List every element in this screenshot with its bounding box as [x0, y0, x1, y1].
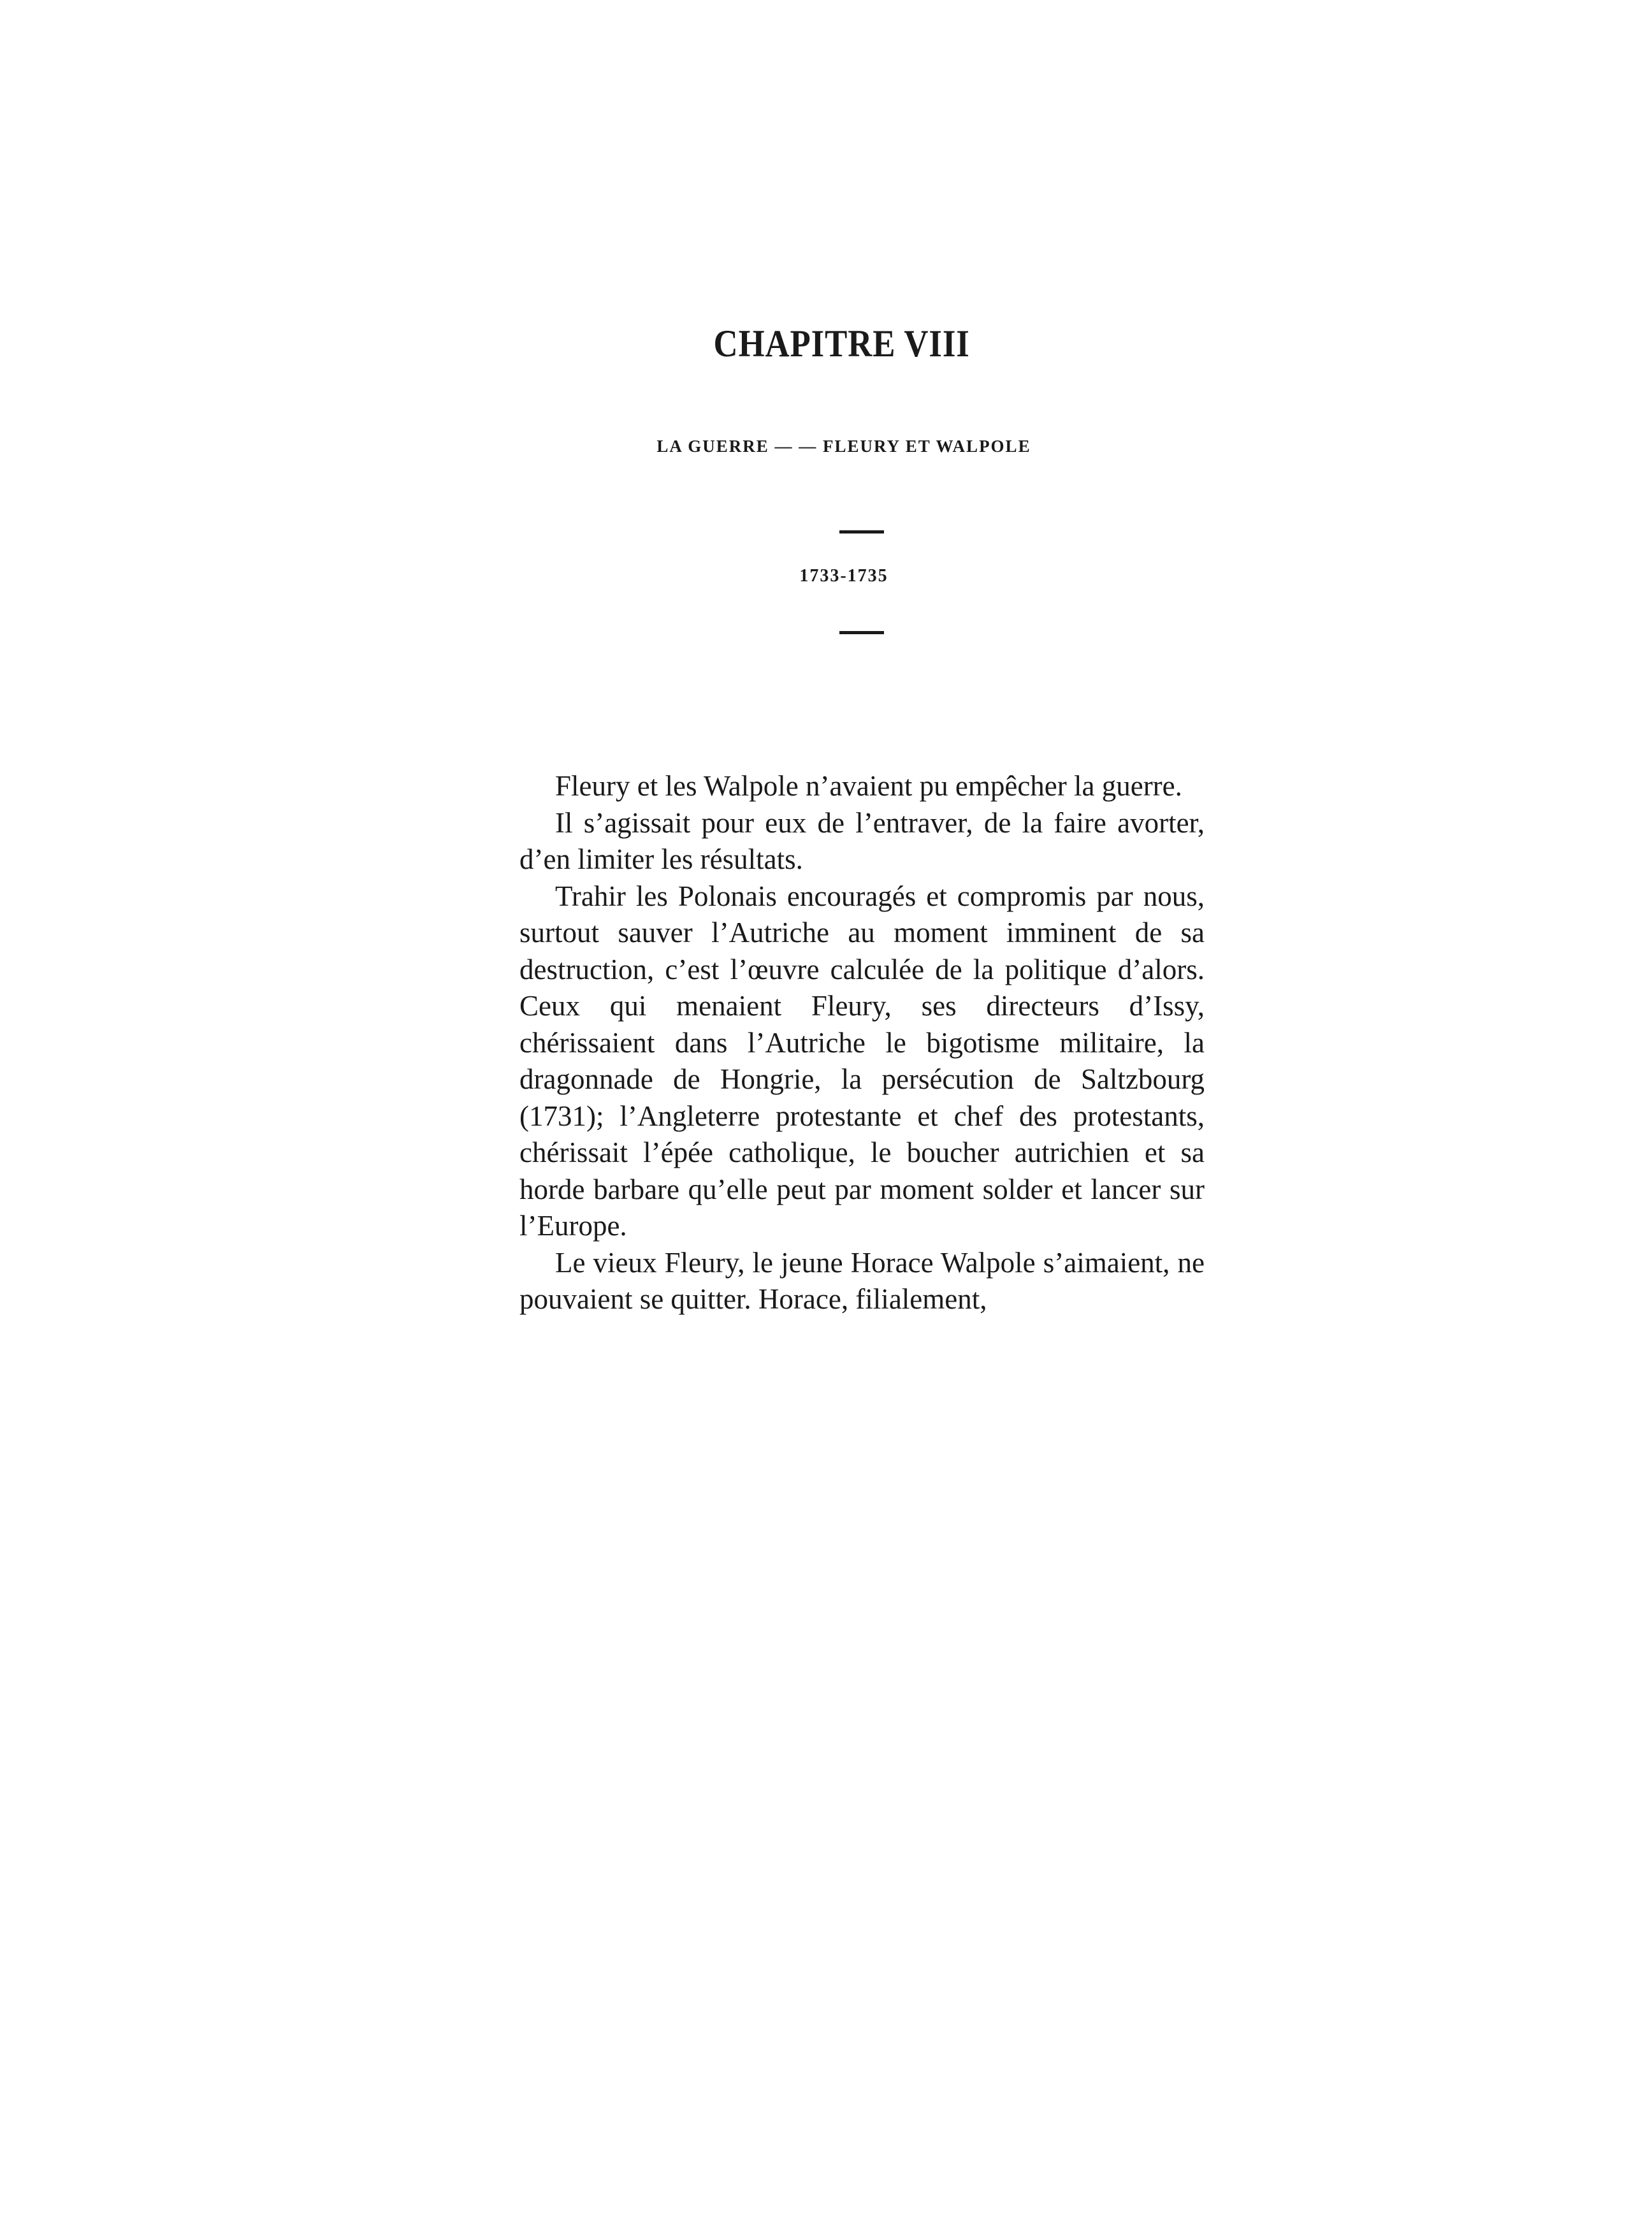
chapter-subtitle: LA GUERRE — — FLEURY ET WALPOLE	[656, 437, 1031, 456]
chapter-title: CHAPITRE VIII	[713, 323, 970, 365]
body-text	[519, 768, 1205, 1318]
paragraph: Trahir les Polonais encouragés et compromis par nous, surtout sauver l’Autriche au moment imminent de sa destruction, c’est l’œuvre calculée de la politique d’alors. Ceux qui menaient Fleury, ses directeurs d’Issy, chérissaient dans l’Autriche le bigotisme militaire, la dragonnade de Hongrie, la persécution de Saltzbourg (1731); l’Angleterre protestante et chef des protestants, chérissait l’épée catholique, le boucher autrichien et sa horde barbare qu’elle peut par moment solder et lancer sur l’Europe.	[519, 880, 1205, 1242]
paragraph: Fleury et les Walpole n’avaient pu empêcher la guerre.	[555, 770, 1182, 802]
divider-rule-top	[839, 530, 884, 534]
chapter-dates: 1733-1735	[799, 566, 888, 586]
paragraph: Le vieux Fleury, le jeune Horace Walpole s’aimaient, ne pouvaient se quitter. Horace, filialement,	[519, 1246, 1205, 1315]
paragraph: Il s’agissait pour eux de l’entraver, de la faire avorter, d’en limiter les résultats.	[519, 806, 1205, 875]
divider-rule-bottom	[839, 631, 884, 634]
